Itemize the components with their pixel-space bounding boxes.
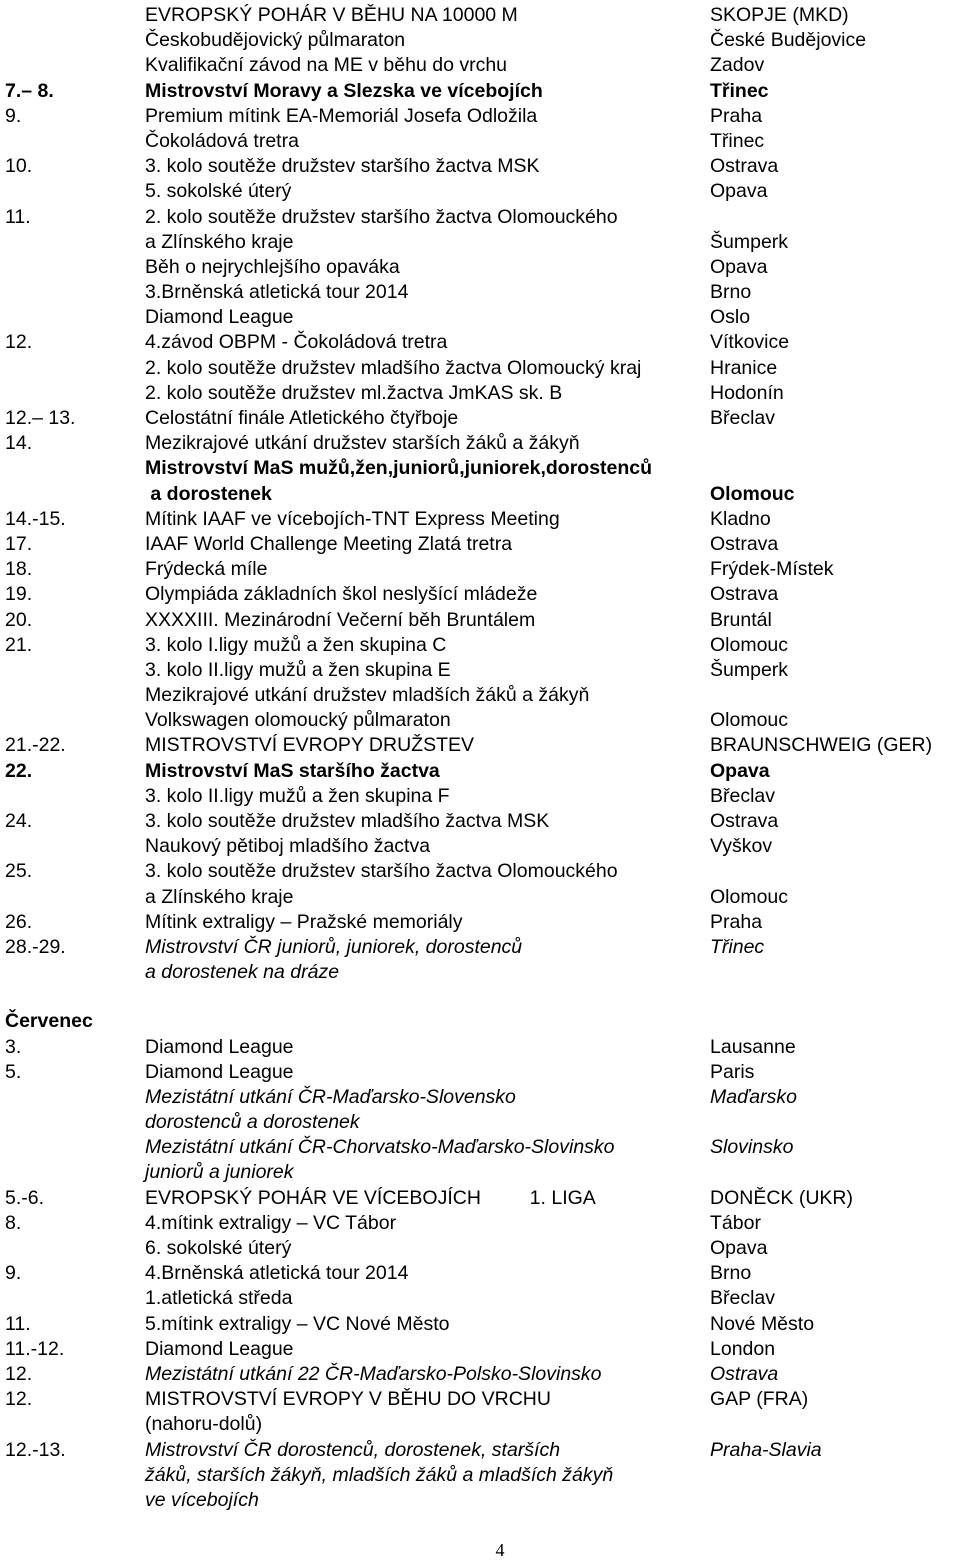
event-name: Mezikrajové utkání družstev starších žáků a žákyň (145, 432, 580, 455)
schedule-row (0, 1211, 960, 1236)
event-name: Mítink extraligy – Pražské memoriály (145, 910, 463, 933)
event-place: Ostrava (710, 532, 779, 555)
event-date: 19. (5, 583, 33, 606)
schedule-row (0, 1286, 960, 1311)
event-date: 14. (5, 432, 33, 455)
schedule-row (0, 960, 960, 985)
schedule-row (0, 1337, 960, 1362)
event-name: 5.mítink extraligy – VC Nové Město (145, 1312, 450, 1335)
event-name: Mistrovství MaS mužů,žen,juniorů,juniorek,dorostenců (145, 457, 653, 480)
schedule-row (0, 230, 960, 255)
event-place: Zadov (710, 54, 765, 77)
event-date: 21.-22. (5, 734, 66, 757)
event-name: 3. kolo soutěže družstev mladšího žactva MSK (145, 810, 550, 832)
event-place: Hodonín (710, 381, 784, 404)
event-place: Šumperk (710, 658, 789, 681)
schedule-row (0, 1438, 960, 1463)
event-name: ve vícebojích (145, 1488, 259, 1511)
schedule-row (0, 53, 960, 78)
schedule-row (0, 1160, 960, 1185)
event-date: 8. (5, 1211, 22, 1234)
event-name: XXXXIII. Mezinárodní Večerní běh Bruntálem (145, 608, 536, 631)
event-place: SKOPJE (MKD) (710, 4, 849, 26)
event-place: Bruntál (710, 608, 772, 631)
event-name: a Zlínského kraje (145, 885, 294, 908)
schedule-row (0, 179, 960, 204)
schedule-row (0, 859, 960, 884)
event-name: 5. sokolské úterý (145, 180, 292, 203)
event-name: 3.Brněnská atletická tour 2014 (145, 281, 409, 304)
event-date: Červenec (5, 1010, 93, 1033)
month-heading-row (0, 1009, 960, 1034)
schedule-row (0, 280, 960, 305)
schedule-row (0, 784, 960, 809)
event-name: Mistrovství MaS staršího žactva (145, 759, 440, 782)
schedule-row (0, 1135, 960, 1160)
event-date: 12. (5, 1388, 33, 1411)
schedule-row (0, 431, 960, 456)
event-place: Ostrava (710, 1362, 779, 1385)
schedule-row (0, 406, 960, 431)
schedule-row (0, 1060, 960, 1085)
event-name: Kvalifikační závod na ME v běhu do vrchu (145, 54, 508, 77)
schedule-row (0, 3, 960, 28)
event-name: Mistrovství ČR juniorů, juniorek, dorostenců (145, 935, 523, 958)
event-date: 12. (5, 331, 33, 354)
event-place: GAP (FRA) (710, 1388, 809, 1411)
event-name: 1.atletická středa (145, 1287, 293, 1310)
event-place: Olomouc (710, 482, 795, 505)
schedule-row (0, 305, 960, 330)
event-place: BRAUNSCHWEIG (GER) (710, 734, 933, 757)
event-name: 6. sokolské úterý (145, 1237, 292, 1259)
event-date: 9. (5, 104, 22, 127)
event-place: Olomouc (710, 709, 789, 732)
event-date: 11. (5, 1312, 31, 1335)
event-place: Lausanne (710, 1035, 796, 1058)
event-date: 11. (5, 205, 31, 228)
event-date: 5. (5, 1060, 22, 1083)
event-name: IAAF World Challenge Meeting Zlatá tretra (145, 532, 513, 555)
event-place: Opava (710, 759, 770, 782)
event-name: Olympiáda základních škol neslyšící mládeže (145, 583, 538, 606)
event-place: Třinec (710, 129, 765, 152)
event-place: Tábor (710, 1211, 761, 1234)
event-name: Běh o nejrychlejšího opaváka (145, 255, 400, 278)
event-place: Paris (710, 1060, 755, 1083)
schedule-row (0, 1362, 960, 1387)
schedule-row (0, 1035, 960, 1060)
event-date: 26. (5, 910, 33, 933)
event-name: EVROPSKÝ POHÁR VE VÍCEBOJÍCH 1. LIGA (145, 1186, 596, 1209)
event-date: 28.-29. (5, 935, 66, 958)
event-place: Břeclav (710, 1287, 776, 1310)
event-date: 12. (5, 1362, 33, 1385)
schedule-row (0, 456, 960, 481)
event-name: 4.závod OBPM - Čokoládová tretra (145, 331, 448, 354)
event-date: 12.-13. (5, 1438, 66, 1461)
schedule-row (0, 708, 960, 733)
event-name: 3. kolo II.ligy mužů a žen skupina E (145, 658, 451, 681)
schedule-row (0, 683, 960, 708)
event-date: 11.-12. (5, 1337, 65, 1360)
schedule-row (0, 1110, 960, 1135)
event-place: Olomouc (710, 633, 789, 656)
event-name: 2. kolo soutěže družstev staršího žactva Olomouckého (145, 205, 618, 228)
event-place: Třinec (710, 79, 769, 102)
event-name: MISTROVSTVÍ EVROPY V BĚHU DO VRCHU (145, 1388, 551, 1411)
schedule-row (0, 733, 960, 758)
event-place: Ostrava (710, 155, 779, 178)
event-place: České Budějovice (710, 29, 867, 52)
schedule-row (0, 1312, 960, 1337)
schedule-row (0, 129, 960, 154)
schedule-row (0, 507, 960, 532)
event-place: London (710, 1337, 776, 1360)
schedule-row (0, 79, 960, 104)
event-date: 24. (5, 810, 33, 832)
event-name: 2. kolo soutěže družstev mladšího žactva Olomoucký kraj (145, 356, 642, 379)
event-name: 4.Brněnská atletická tour 2014 (145, 1262, 409, 1285)
event-name: Diamond League (145, 1337, 294, 1360)
event-place: Praha-Slavia (710, 1438, 822, 1461)
schedule-row (0, 330, 960, 355)
event-name: a dorostenek (145, 482, 272, 505)
event-name: Celostátní finále Atletického čtyřboje (145, 407, 459, 429)
spacer-row (0, 985, 960, 1009)
schedule-row (0, 1186, 960, 1211)
event-date: 20. (5, 608, 33, 631)
event-name: a dorostenek na dráze (145, 961, 340, 984)
event-place: Maďarsko (710, 1085, 797, 1108)
event-name: Českobudějovický půlmaraton (145, 29, 406, 52)
event-place: Hranice (710, 356, 778, 379)
schedule-row (0, 885, 960, 910)
event-name: Diamond League (145, 1035, 294, 1058)
event-place: Nové Město (710, 1312, 815, 1335)
event-place: Opava (710, 180, 768, 203)
schedule-row (0, 482, 960, 507)
event-name: EVROPSKÝ POHÁR V BĚHU NA 10000 M (145, 4, 518, 26)
schedule-row (0, 1236, 960, 1261)
event-name: Naukový pětiboj mladšího žactva (145, 835, 431, 858)
event-place: Praha (710, 910, 763, 933)
event-place: Slovinsko (710, 1136, 794, 1159)
event-date: 7.– 8. (5, 79, 54, 102)
schedule-row (0, 1488, 960, 1513)
schedule-row (0, 104, 960, 129)
schedule-row (0, 532, 960, 557)
event-date: 18. (5, 558, 33, 581)
schedule-row (0, 1387, 960, 1412)
schedule-row (0, 255, 960, 280)
event-name: žáků, starších žákyň, mladších žáků a mladších žákyň (145, 1463, 614, 1486)
schedule-row (0, 834, 960, 859)
schedule-row (0, 1412, 960, 1437)
schedule-row (0, 28, 960, 53)
schedule-row (0, 205, 960, 230)
event-date: 21. (5, 633, 33, 656)
event-name: Mítink IAAF ve vícebojích-TNT Express Meeting (145, 507, 560, 530)
event-place: Břeclav (710, 784, 776, 807)
event-place: Brno (710, 1262, 752, 1285)
event-date: 22. (5, 759, 33, 782)
schedule-row (0, 759, 960, 784)
schedule-row (0, 1261, 960, 1286)
event-name: a Zlínského kraje (145, 230, 294, 253)
event-name: Mistrovství ČR dorostenců, dorostenek, starších (145, 1438, 561, 1461)
schedule-row (0, 381, 960, 406)
event-name: 3. kolo soutěže družstev staršího žactva MSK (145, 155, 540, 178)
event-date: 25. (5, 860, 33, 883)
event-name: Premium mítink EA-Memoriál Josefa Odložila (145, 104, 538, 127)
event-name: Mezistátní utkání ČR-Chorvatsko-Maďarsko-Slovinsko (145, 1136, 615, 1159)
event-date: 12.– 13. (5, 407, 76, 429)
event-name: Diamond League (145, 1060, 294, 1083)
event-date: 3. (5, 1035, 22, 1058)
event-place: DONĚCK (UKR) (710, 1186, 854, 1209)
event-place: Brno (710, 281, 752, 304)
page-number: 4 (495, 1540, 505, 1560)
event-date: 17. (5, 532, 33, 555)
event-name: Mezistátní utkání ČR-Maďarsko-Slovensko (145, 1085, 516, 1108)
schedule-row (0, 935, 960, 960)
event-name: Diamond League (145, 306, 294, 329)
event-name: 3. kolo I.ligy mužů a žen skupina C (145, 633, 447, 656)
event-name: Frýdecká míle (145, 558, 268, 581)
event-place: Kladno (710, 507, 771, 530)
schedule-row (0, 1085, 960, 1110)
event-place: Oslo (710, 306, 751, 329)
event-name: (nahoru-dolů) (145, 1413, 263, 1436)
event-place: Vyškov (710, 835, 773, 858)
event-place: Šumperk (710, 230, 789, 253)
event-name: 2. kolo soutěže družstev ml.žactva JmKAS sk. B (145, 381, 563, 404)
event-name: Volkswagen olomoucký půlmaraton (145, 709, 451, 732)
schedule-row (0, 910, 960, 935)
event-name: dorostenců a dorostenek (145, 1111, 360, 1134)
event-date: 10. (5, 155, 33, 178)
event-date: 9. (5, 1262, 22, 1285)
schedule-row (0, 356, 960, 381)
event-name: 4.mítink extraligy – VC Tábor (145, 1211, 397, 1234)
event-name: juniorů a juniorek (145, 1161, 294, 1184)
schedule-row (0, 809, 960, 834)
event-date: 14.-15. (5, 507, 66, 530)
event-name: Mistrovství Moravy a Slezska ve vícebojích (145, 79, 543, 102)
event-name: 3. kolo II.ligy mužů a žen skupina F (145, 784, 450, 807)
event-name: Mezistátní utkání 22 ČR-Maďarsko-Polsko-Slovinsko (145, 1362, 602, 1385)
schedule-row (0, 1463, 960, 1488)
event-name: 3. kolo soutěže družstev staršího žactva Olomouckého (145, 860, 618, 883)
schedule-row (0, 154, 960, 179)
event-place: Praha (710, 104, 763, 127)
event-name: Čokoládová tretra (145, 129, 299, 152)
schedule-row (0, 608, 960, 633)
event-name: MISTROVSTVÍ EVROPY DRUŽSTEV (145, 734, 475, 757)
event-place: Ostrava (710, 583, 779, 606)
event-place: Opava (710, 255, 768, 278)
schedule-row (0, 582, 960, 607)
schedule-document (0, 3, 960, 1513)
schedule-row (0, 633, 960, 658)
event-place: Třinec (710, 935, 765, 958)
event-place: Ostrava (710, 810, 779, 832)
event-place: Břeclav (710, 407, 776, 429)
schedule-row (0, 557, 960, 582)
event-place: Opava (710, 1237, 768, 1259)
event-place: Frýdek-Místek (710, 558, 834, 581)
schedule-row (0, 658, 960, 683)
event-date: 5.-6. (5, 1186, 45, 1209)
event-place: Vítkovice (710, 331, 790, 354)
event-name: Mezikrajové utkání družstev mladších žáků a žákyň (145, 684, 590, 707)
event-place: Olomouc (710, 885, 789, 908)
